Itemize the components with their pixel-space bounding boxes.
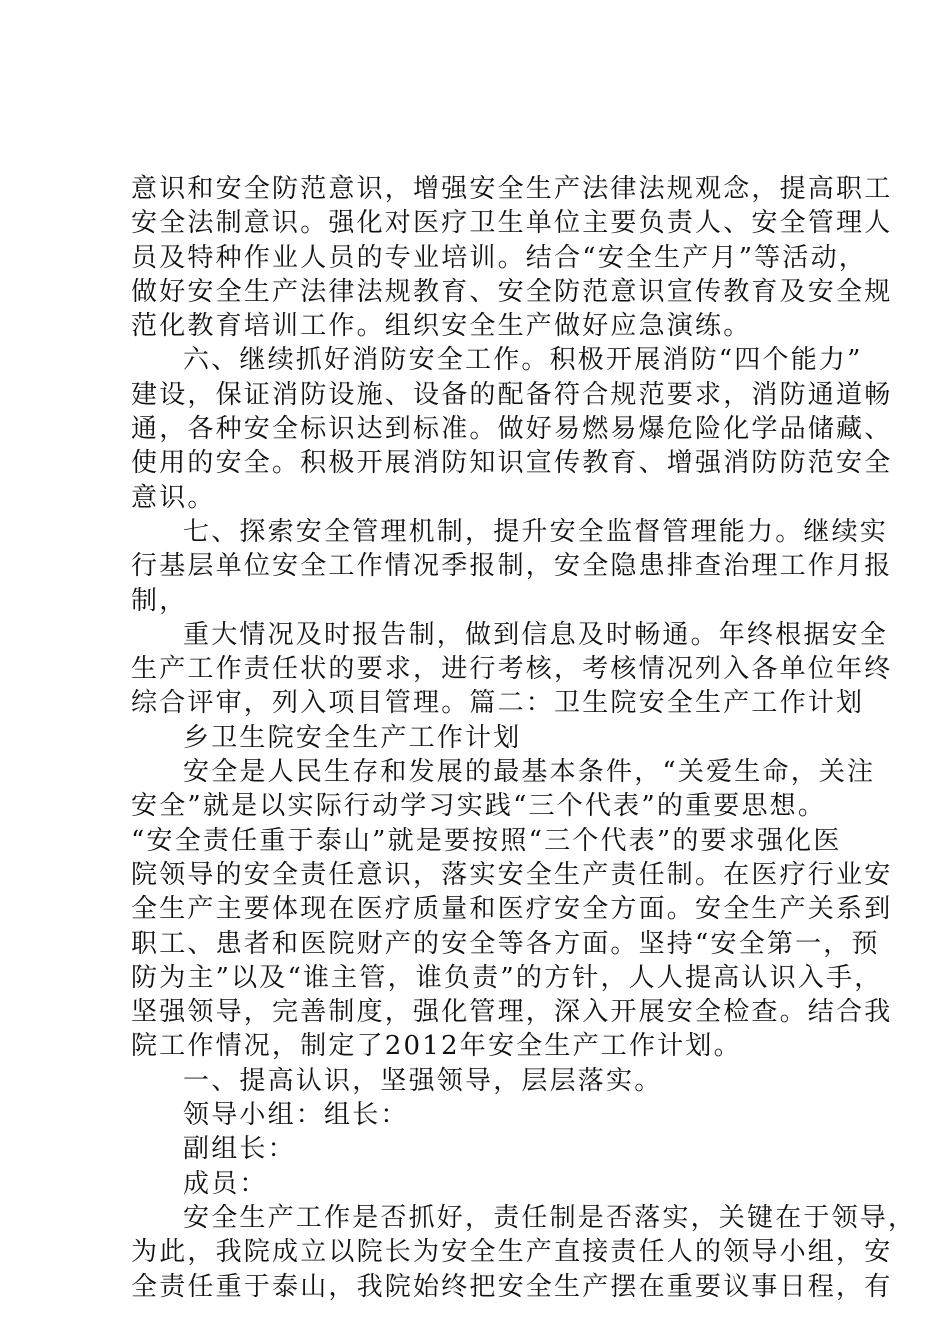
text-line: 院领导的安全责任意识，落实安全生产责任制。在医疗行业安	[131, 859, 893, 890]
text-line: 为此，我院成立以院长为安全生产直接责任人的领导小组，安	[131, 1237, 893, 1268]
text-line: 全责任重于泰山，我院始终把安全生产摆在重要议事日程，有	[131, 1271, 893, 1302]
text-line: 建设，保证消防设施、设备的配备符合规范要求，消防通道畅	[131, 379, 893, 410]
text-line: 安全是人民生存和发展的最基本条件，“关爱生命，关注	[183, 757, 876, 788]
text-line: 院工作情况，制定了2012年安全生产工作计划。	[131, 1031, 742, 1062]
text-line: “安全责任重于泰山”就是要按照“三个代表”的要求强化医	[131, 825, 842, 856]
text-line: 员及特种作业人员的专业培训。结合“安全生产月”等活动，	[131, 242, 867, 273]
text-line: 乡卫生院安全生产工作计划	[183, 722, 522, 753]
document-body	[131, 172, 917, 1304]
text-line: 做好安全生产法律法规教育、安全防范意识宣传教育及安全规	[131, 276, 893, 307]
text-line: 制，	[131, 585, 188, 616]
text-line: 防为主”以及“谁主管，谁负责”的方针，人人提高认识入手，	[131, 962, 883, 993]
text-line: 生产工作责任状的要求，进行考核，考核情况列入各单位年终	[131, 654, 893, 685]
text-line: 六、继续抓好消防安全工作。积极开展消防“四个能力”	[183, 345, 863, 376]
text-line: 重大情况及时报告制，做到信息及时畅通。年终根据安全	[183, 619, 889, 650]
text-line: 安全”就是以实际行动学习实践“三个代表”的重要思想。	[131, 791, 827, 822]
text-line: 行基层单位安全工作情况季报制，安全隐患排查治理工作月报	[131, 551, 893, 582]
text-line: 一、提高认识，坚强领导，层层落实。	[183, 1065, 663, 1096]
text-line: 意识和安全防范意识，增强安全生产法律法规观念，提高职工	[131, 174, 893, 204]
text-line: 全生产主要体现在医疗质量和医疗安全方面。安全生产关系到	[131, 894, 893, 925]
text-line: 综合评审，列入项目管理。篇二：卫生院安全生产工作计划	[131, 688, 865, 719]
text-line: 七、探索安全管理机制，提升安全监督管理能力。继续实	[183, 516, 889, 547]
text-line: 安全生产工作是否抓好，责任制是否落实，关键在于领导，	[183, 1202, 917, 1233]
text-line: 成员：	[183, 1168, 268, 1199]
text-line: 安全法制意识。强化对医疗卫生单位主要负责人、安全管理人	[131, 208, 893, 239]
text-line: 意识。	[131, 482, 216, 513]
text-line: 领导小组：组长：	[183, 1100, 409, 1131]
text-line: 范化教育培训工作。组织安全生产做好应急演练。	[131, 311, 752, 342]
text-line: 职工、患者和医院财产的安全等各方面。坚持“安全第一，预	[131, 928, 880, 959]
text-line: 副组长：	[183, 1134, 296, 1165]
text-line: 通，各种安全标识达到标准。做好易燃易爆危险化学品储藏、	[131, 414, 893, 445]
text-line: 使用的安全。积极开展消防知识宣传教育、增强消防防范安全	[131, 448, 893, 479]
text-line: 坚强领导，完善制度，强化管理，深入开展安全检查。结合我	[131, 997, 893, 1028]
